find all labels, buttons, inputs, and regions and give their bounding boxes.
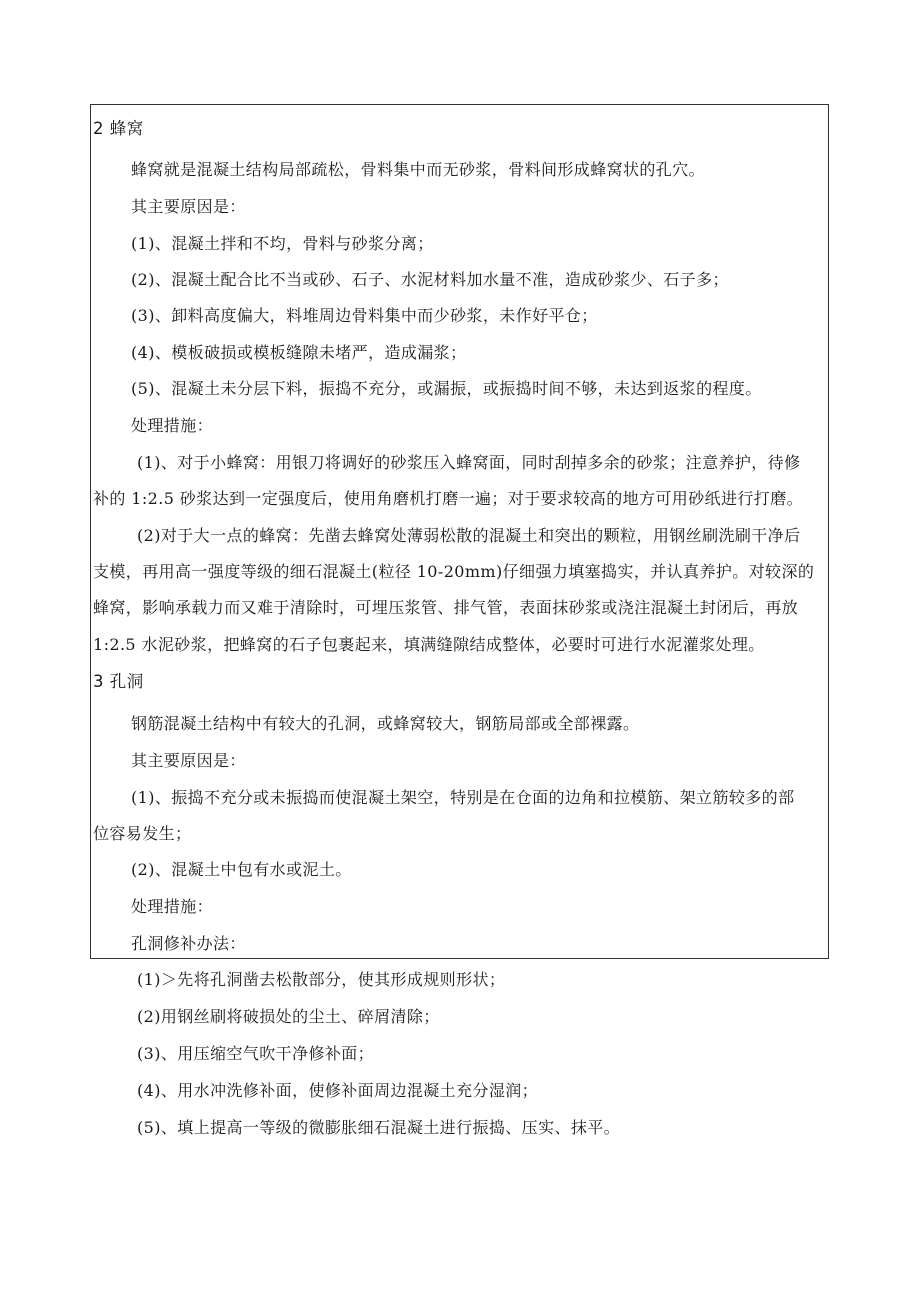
- honeycomb-treatment-1-line: 补的 1:2.5 砂浆达到一定强度后，使用角磨机打磨一遍；对于要求较高的地方可用砂纸进行打磨。: [93, 489, 803, 508]
- honeycomb-treatment-title: 处理措施：: [131, 416, 214, 435]
- honeycomb-causes-title: 其主要原因是：: [131, 197, 246, 216]
- honeycomb-treatment-2-line: 1:2.5 水泥砂浆，把蜂窝的石子包裹起来，填满缝隙结成整体，必要时可进行水泥灌浆处理。: [93, 635, 765, 654]
- hole-repair-step: (5)、填上提高一等级的微膨胀细石混凝土进行振捣、压实、抹平。: [137, 1118, 621, 1137]
- hole-treatment-title: 处理措施：: [131, 897, 214, 916]
- hole-repair-step: (1)＞先将孔洞凿去松散部分，使其形成规则形状；: [137, 970, 506, 989]
- hole-repair-step: (3)、用压缩空气吹干净修补面；: [137, 1044, 375, 1063]
- honeycomb-cause-item: (5)、混凝土未分层下料，振捣不充分，或漏振，或振捣时间不够，未达到返浆的程度。: [131, 379, 762, 398]
- hole-cause-2: (2)、混凝土中包有水或泥土。: [131, 860, 352, 879]
- honeycomb-cause-item: (2)、混凝土配合比不当或砂、石子、水泥材料加水量不准，造成砂浆少、石子多；: [131, 270, 729, 289]
- hole-definition: 钢筋混凝土结构中有较大的孔洞，或蜂窝较大，钢筋局部或全部裸露。: [131, 714, 640, 733]
- honeycomb-treatment-2-line: 蜂窝，影响承载力而又难于清除时，可埋压浆管、排气管，表面抹砂浆或浇注混凝土封闭后，再放: [93, 598, 799, 617]
- honeycomb-cause-item: (1)、混凝土拌和不均，骨料与砂浆分离；: [131, 234, 434, 253]
- honeycomb-definition: 蜂窝就是混凝土结构局部疏松，骨料集中而无砂浆，骨料间形成蜂窝状的孔穴。: [131, 160, 706, 179]
- section-heading-honeycomb: 2 蜂窝: [93, 119, 144, 138]
- honeycomb-treatment-1-line: (1)、对于小蜂窝：用银刀将调好的砂浆压入蜂窝面，同时刮掉多余的砂浆；注意养护，待修: [137, 453, 801, 472]
- hole-repair-title: 孔洞修补办法：: [131, 934, 246, 953]
- honeycomb-treatment-2-line: 支模，再用高一强度等级的细石混凝土(粒径 10-20mm)仔细强力填塞捣实，并认真养护。对较深的: [93, 562, 815, 581]
- hole-cause-1-line: (1)、振捣不充分或未振捣而使混凝土架空，特别是在仓面的边角和拉模筋、架立筋较多的部: [131, 788, 795, 807]
- hole-repair-step: (2)用钢丝刷将破损处的尘土、碎屑清除；: [137, 1007, 440, 1026]
- honeycomb-cause-item: (3)、卸料高度偏大，料堆周边骨料集中而少砂浆，未作好平仓；: [131, 306, 598, 325]
- hole-causes-title: 其主要原因是：: [131, 751, 246, 770]
- honeycomb-cause-item: (4)、模板破损或模板缝隙未堵严，造成漏浆；: [131, 343, 467, 362]
- hole-repair-step: (4)、用水冲洗修补面，使修补面周边混凝土充分湿润；: [137, 1081, 539, 1100]
- hole-cause-1-line: 位容易发生；: [93, 824, 192, 843]
- section-heading-hole: 3 孔洞: [93, 672, 144, 691]
- honeycomb-treatment-2-line: (2)对于大一点的蜂窝：先凿去蜂窝处薄弱松散的混凝土和突出的颗粒，用钢丝刷洗刷干净后: [137, 526, 801, 545]
